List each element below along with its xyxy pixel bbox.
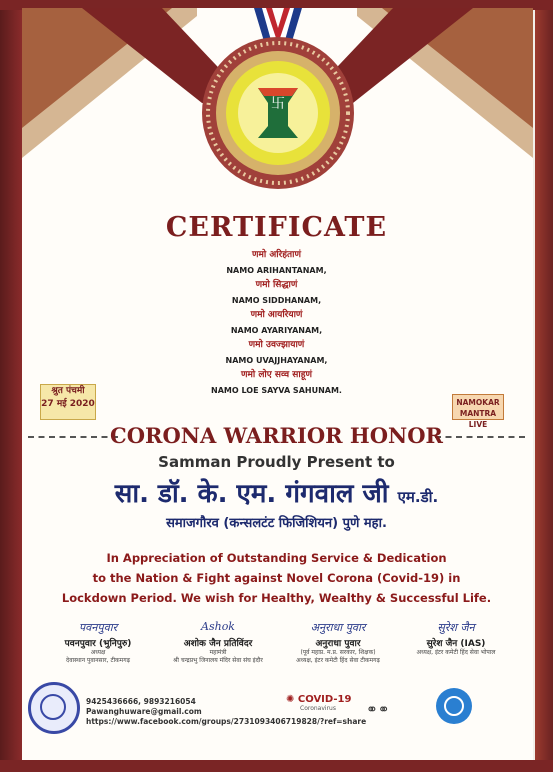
mantra-line-4-english: NAMO UVAJJHAYANAM, [225, 356, 328, 365]
mantra-line-1-hindi: णमो अरिहंताणं [252, 250, 301, 260]
appreciation-line-1: In Appreciation of Outstanding Service & Dedication [106, 551, 447, 565]
signatory-2-desig-1: महामंत्री [209, 649, 227, 656]
mantra-line-3-hindi: णमो आयरियाणं [250, 310, 303, 320]
contact-phones: 9425436666, 9893216054 [86, 697, 196, 706]
mantra-line-5-hindi: णमो लोए सव्व साहूणं [240, 370, 313, 380]
mantra-block [0, 248, 553, 398]
signature-2: Ashok [201, 620, 235, 633]
certificate-title: CERTIFICATE [165, 212, 388, 243]
date-badge-line2: 27 मई 2020 [41, 399, 95, 409]
signatory-4 [396, 620, 516, 657]
recipient-designation: समाजगौरव (कन्सलटंट फिजिशियन) पुणे महा. [166, 516, 387, 531]
signature-3: अनुराधा पुवार [310, 621, 366, 634]
appreciation-line-2: to the Nation & Fight against Novel Corona (Covid-19) in [92, 571, 461, 585]
mantra-line-5-english: NAMO LOE SAYVA SAHUNAM. [211, 386, 342, 395]
signatory-4-desig-1: अध्यक्ष, इंटर कमेटी हिंद सेवा भोपाल [416, 649, 496, 656]
signatory-3-name: अनुराधा पुवार [315, 639, 361, 649]
who-emblem-icon [436, 688, 472, 724]
recipient-name [0, 474, 553, 510]
signatory-4-name: सुरेश जैन (IAS) [426, 639, 486, 649]
signatory-3 [278, 620, 398, 665]
covid-logo [286, 694, 351, 712]
date-badge [40, 384, 96, 420]
signatory-1-desig-1: अध्यक्ष [90, 649, 106, 656]
contact-email[interactable]: Pawanghuware@gmail.com [86, 707, 202, 716]
mantra-line-2-hindi: णमो सिद्धाणं [255, 280, 298, 290]
mantra-line-4-hindi: णमो उवज्झायाणं [248, 340, 305, 350]
signatory-1 [38, 620, 158, 665]
date-badge-line1: श्रुत पंचमी [51, 386, 85, 396]
mantra-line-1-english: NAMO ARIHANTANAM, [226, 266, 327, 275]
honor-title: CORONA WARRIOR HONOR [110, 423, 443, 448]
signatory-3-desig-1: (पूर्व महाप्र. म.प्र. सरकार, शिक्षक) [300, 649, 376, 656]
covid-virus-icon: ✺ [286, 694, 295, 705]
samman-text: Samman Proudly Present to [158, 453, 395, 471]
contact-url[interactable]: https://www.facebook.com/groups/2731093406719828/?ref=share [86, 717, 367, 726]
frame-bottom-border [0, 760, 553, 772]
appreciation-text [0, 548, 553, 608]
signatory-2-desig-2: श्री चन्द्रप्रभु जिनालय मंदिर सेवा संघ इंदौर [173, 657, 263, 664]
covid-logo-text: COVID-19 [297, 694, 352, 705]
recipient-suffix: एम.डी. [397, 488, 439, 506]
mantra-line-2-english: NAMO SIDDHANAM, [231, 296, 322, 305]
signature-1: पवनपुवार [78, 621, 118, 634]
signature-4: सुरेश जैन [437, 621, 475, 634]
svg-text:卐: 卐 [271, 96, 285, 112]
signatory-2 [158, 620, 278, 665]
signatory-3-desig-2: अध्यक्ष, इंटर कमेटी हिंद सेवा टीकमगढ़ [296, 657, 380, 664]
signatory-1-desig-2: देवास्थान पुवानसार, टीकमगढ़ [66, 657, 130, 664]
recipient-name-text: सा. डॉ. के. एम. गंगवाल जी [114, 479, 389, 509]
mantra-line-3-english: NAMO AYARIYANAM, [230, 326, 323, 335]
organization-seal [28, 682, 80, 734]
signatory-1-name: पवनपुवार (भुनिपुरु) [64, 639, 132, 649]
signatory-2-name: अशोक जैन प्रतिविंदर [183, 639, 253, 649]
spectacles-icon: ⚭⚭ [366, 702, 390, 718]
live-badge [452, 394, 504, 429]
live-badge-line1: NAMOKAR [456, 398, 500, 407]
covid-logo-sub: Coronavirus [300, 705, 336, 712]
live-badge-line2: MANTRA LIVE [459, 409, 497, 429]
appreciation-line-3: Lockdown Period. We wish for Healthy, Wealthy & Successful Life. [61, 591, 492, 605]
